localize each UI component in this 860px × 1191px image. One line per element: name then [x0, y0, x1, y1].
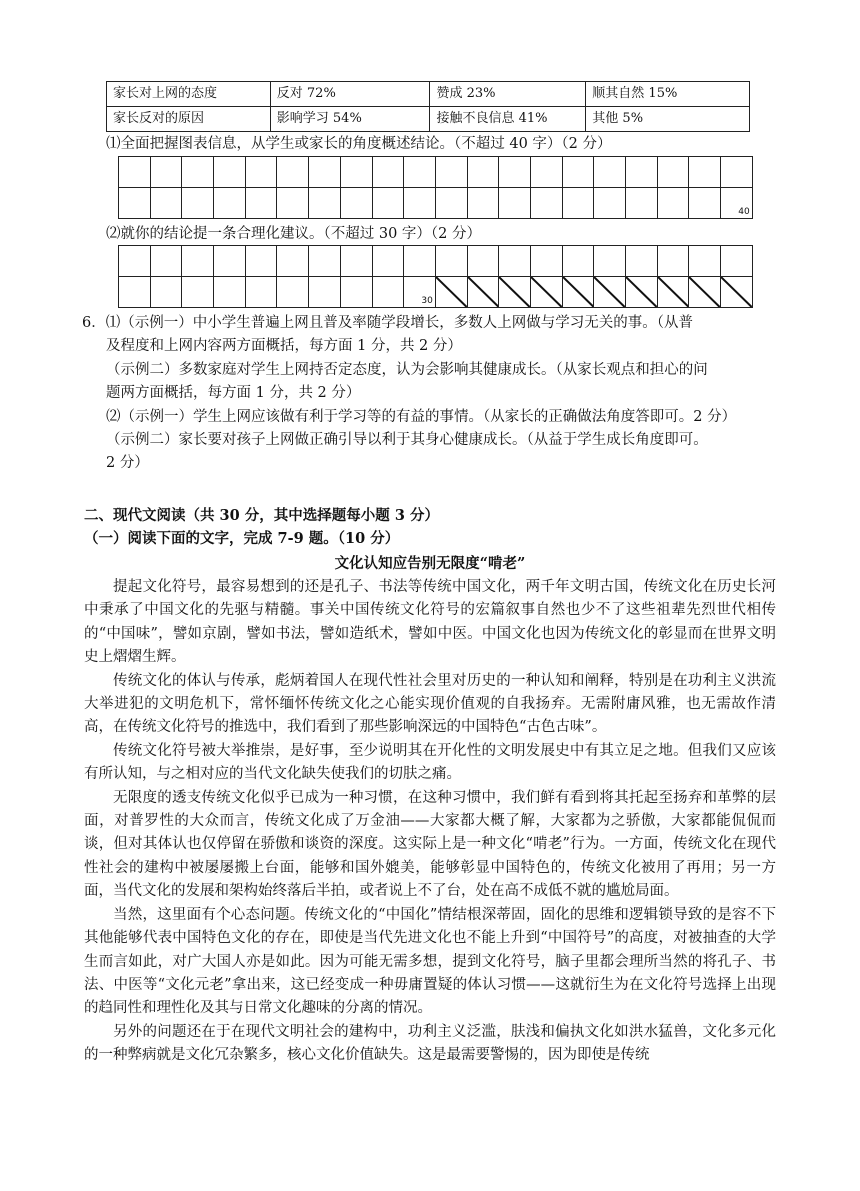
grid-cell[interactable] [658, 157, 690, 188]
grid-cell[interactable] [214, 188, 246, 219]
grid-cell[interactable] [563, 246, 595, 277]
grid-cell[interactable] [404, 246, 436, 277]
section-subheading: （一）阅读下面的文字，完成 7-9 题。（10 分） [84, 530, 400, 547]
grid-cell[interactable] [309, 188, 341, 219]
cross-out-mark [499, 277, 530, 307]
grid-cell[interactable] [563, 157, 595, 188]
grid-row [119, 246, 753, 277]
grid-count-label: 30 [421, 296, 433, 306]
table-cell: 赞成 23% [430, 82, 586, 107]
cross-out-mark [594, 277, 625, 307]
grid-cell[interactable] [119, 157, 151, 188]
grid-cell[interactable] [246, 157, 278, 188]
article-paragraph: 无限度的透支传统文化似乎已成为一种习惯，在这种习惯中，我们鲜有看到将其托起至扬弃和革弊的层面，对普罗性的大众而言，传统文化成了万金油——大家都大概了解，大家都为之骄傲，大家都能侃侃而谈，但对其体认也仅停留在骄傲和谈资的深度。这实际上是一种文化“啃老”行为。一方面，传统文化在现代性社会的建构中被屡屡搬上台面，能够和国外媲美，能够彰显中国特色的，传统文化被用了再用；另一方面，当代文化的发展和架构始终落后半拍，或者说上不了台，处在高不成低不就的尴尬局面。 [84, 789, 776, 900]
answer-line: 及程度和上网内容两方面概括，每方面 1 分，共 2 分） [106, 338, 462, 355]
grid-cell[interactable] [721, 157, 753, 188]
answer-line: 6．⑴（示例一）中小学生普遍上网且普及率随学段增长，多数人上网做与学习无关的事。（从普 [82, 315, 693, 331]
grid-cell[interactable] [689, 246, 721, 277]
grid-cell[interactable] [468, 188, 500, 219]
grid-count-label: 40 [738, 207, 750, 217]
table-cell: 顺其自然 15% [586, 82, 750, 107]
grid-cell-crossed [499, 277, 531, 308]
grid-cell[interactable] [246, 246, 278, 277]
table-row [107, 82, 750, 107]
article-paragraph: 提起文化符号，最容易想到的还是孔子、书法等传统中国文化，两千年文明古国，传统文化在历史长河中秉承了中国文化的先驱与精髓。事关中国传统文化符号的宏篇叙事自然也少不了这些祖辈先烈世代相传的“中国味”，譬如京剧，譬如书法，譬如造纸术，譬如中医。中国文化也因为传统文化的彰显而在世界文明史上熠熠生辉。 [84, 579, 776, 666]
grid-cell-crossed [594, 277, 626, 308]
cross-out-mark [468, 277, 499, 307]
grid-cell[interactable] [214, 157, 246, 188]
article-title: 文化认知应告别无限度“啃老” [334, 555, 526, 572]
grid-cell[interactable] [246, 188, 278, 219]
table-cell: 家长反对的原因 [107, 107, 271, 132]
cross-out-mark [436, 277, 467, 307]
grid-cell[interactable] [119, 188, 151, 219]
grid-cell[interactable] [277, 188, 309, 219]
cross-out-mark [531, 277, 562, 307]
table-row [107, 107, 750, 132]
grid-cell[interactable] [151, 157, 183, 188]
grid-cell[interactable] [151, 277, 183, 308]
grid-cell[interactable] [404, 188, 436, 219]
grid-cell-crossed [563, 277, 595, 308]
grid-cell[interactable] [531, 188, 563, 219]
grid-cell[interactable] [277, 246, 309, 277]
grid-cell[interactable] [119, 277, 151, 308]
grid-cell[interactable] [689, 188, 721, 219]
grid-cell[interactable] [563, 188, 595, 219]
grid-cell-crossed [721, 277, 753, 308]
table-cell: 接触不良信息 41% [430, 107, 586, 132]
table-cell: 反对 72% [270, 82, 430, 107]
grid-cell[interactable] [594, 246, 626, 277]
grid-cell[interactable] [341, 246, 373, 277]
table-cell: 影响学习 54% [270, 107, 430, 132]
cross-out-mark [563, 277, 594, 307]
grid-cell[interactable] [594, 188, 626, 219]
grid-cell[interactable] [721, 188, 753, 219]
grid-cell[interactable] [309, 277, 341, 308]
grid-cell[interactable] [594, 157, 626, 188]
grid-cell[interactable] [246, 277, 278, 308]
grid-cell[interactable] [531, 246, 563, 277]
answer-line: （示例二）多数家庭对学生上网持否定态度，认为会影响其健康成长。（从家长观点和担心的问 [106, 361, 708, 378]
grid-cell[interactable] [373, 188, 405, 219]
grid-cell[interactable] [151, 188, 183, 219]
grid-cell[interactable] [499, 188, 531, 219]
grid-cell[interactable] [309, 157, 341, 188]
answer-grid-2[interactable] [118, 245, 753, 308]
grid-cell-crossed [468, 277, 500, 308]
article-paragraph: 传统文化的体认与传承，彪炳着国人在现代性社会里对历史的一种认知和阐释，特别是在功利主义洪流大举进犯的文明危机下，常怀缅怀传统文化之心能实现价值观的自我扬弃。无需附庸风雅，也无需故作清高，在传统文化符号的推选中，我们看到了那些影响深远的中国特色“古色古味”。 [84, 672, 776, 736]
table-cell: 其他 5% [586, 107, 750, 132]
grid-cell-crossed [689, 277, 721, 308]
grid-cell[interactable] [436, 246, 468, 277]
question-1-prompt: ⑴全面把握图表信息，从学生或家长的角度概述结论。（不超过 40 字）（2 分） [106, 136, 612, 152]
cross-out-mark [721, 277, 752, 307]
grid-cell[interactable] [468, 157, 500, 188]
grid-cell[interactable] [214, 246, 246, 277]
grid-cell[interactable] [658, 188, 690, 219]
grid-cell[interactable] [277, 277, 309, 308]
grid-cell[interactable] [689, 157, 721, 188]
answer-grid-1[interactable] [118, 156, 753, 219]
grid-row [119, 188, 753, 219]
answer-key [82, 312, 782, 476]
answer-line: ⑵（示例一）学生上网应该做有利于学习等的有益的事情。（从家长的正确做法角度答即可。2 分） [106, 408, 737, 425]
grid-cell[interactable] [531, 157, 563, 188]
grid-cell[interactable] [341, 188, 373, 219]
section-heading: 二、现代文阅读（共 30 分，其中选择题每小题 3 分） [84, 507, 439, 524]
article-paragraph: 传统文化符号被大举推崇，是好事，至少说明其在开化性的文明发展史中有其立足之地。但我们又应该有所认知，与之相对应的当代文化缺失使我们的切肤之痛。 [84, 742, 776, 783]
grid-cell[interactable] [658, 246, 690, 277]
grid-cell[interactable] [468, 246, 500, 277]
grid-cell[interactable] [214, 277, 246, 308]
grid-cell-crossed [531, 277, 563, 308]
grid-cell[interactable] [341, 157, 373, 188]
grid-cell[interactable] [373, 157, 405, 188]
grid-cell[interactable] [182, 188, 214, 219]
grid-cell[interactable] [626, 157, 658, 188]
answer-line: 2 分） [106, 455, 149, 472]
grid-cell[interactable] [151, 246, 183, 277]
article-paragraph: 当然，这里面有个心态问题。传统文化的“中国化”情结根深蒂固，固化的思维和逻辑锁导致的是容不下其他能够代表中国特色文化的存在，即使是当代先进文化也不能上升到“中国符号”的高度，对被抽查的大学生而言如此，对广大国人亦是如此。因为可能无需多想，提到文化符号，脑子里都会理所当然的将孔子、书法、中医等“文化元老”拿出来，这已经变成一种毋庸置疑的体认习惯——这就衍生为在文化符号选择上出现的趋同性和理性化及其与日常文化趣味的分离的情况。 [84, 906, 776, 1017]
grid-cell[interactable] [404, 277, 436, 308]
question-2-prompt: ⑵就你的结论提一条合理化建议。（不超过 30 字）（2 分） [106, 226, 482, 242]
grid-cell[interactable] [436, 157, 468, 188]
grid-cell[interactable] [341, 277, 373, 308]
grid-cell[interactable] [626, 246, 658, 277]
grid-cell[interactable] [404, 157, 436, 188]
table-cell: 家长对上网的态度 [107, 82, 271, 107]
answer-line: （示例二）家长要对孩子上网做正确引导以利于其身心健康成长。（从益于学生成长角度即可。 [106, 432, 708, 449]
grid-cell[interactable] [277, 157, 309, 188]
grid-cell-crossed [658, 277, 690, 308]
cross-out-mark [658, 277, 689, 307]
grid-row [119, 157, 753, 188]
article-paragraph: 另外的问题还在于在现代文明社会的建构中，功利主义泛滥，肤浅和偏执文化如洪水猛兽，文化多元化的一种弊病就是文化冗杂繁多，核心文化价值缺失。这是最需要警惕的，因为即使是传统 [84, 1023, 776, 1064]
grid-cell[interactable] [626, 188, 658, 219]
article-body [84, 576, 776, 1068]
grid-cell[interactable] [373, 277, 405, 308]
grid-row [119, 277, 753, 308]
grid-cell[interactable] [182, 157, 214, 188]
grid-cell-crossed [436, 277, 468, 308]
grid-cell[interactable] [309, 246, 341, 277]
grid-cell[interactable] [499, 246, 531, 277]
cross-out-mark [626, 277, 657, 307]
grid-cell[interactable] [499, 157, 531, 188]
cross-out-mark [689, 277, 720, 307]
grid-cell[interactable] [373, 246, 405, 277]
answer-line: 题两方面概括，每方面 1 分，共 2 分） [106, 385, 361, 402]
grid-cell[interactable] [182, 277, 214, 308]
grid-cell[interactable] [721, 246, 753, 277]
grid-cell-crossed [626, 277, 658, 308]
grid-cell[interactable] [119, 246, 151, 277]
survey-table [106, 81, 750, 132]
grid-cell[interactable] [182, 246, 214, 277]
grid-cell[interactable] [436, 188, 468, 219]
